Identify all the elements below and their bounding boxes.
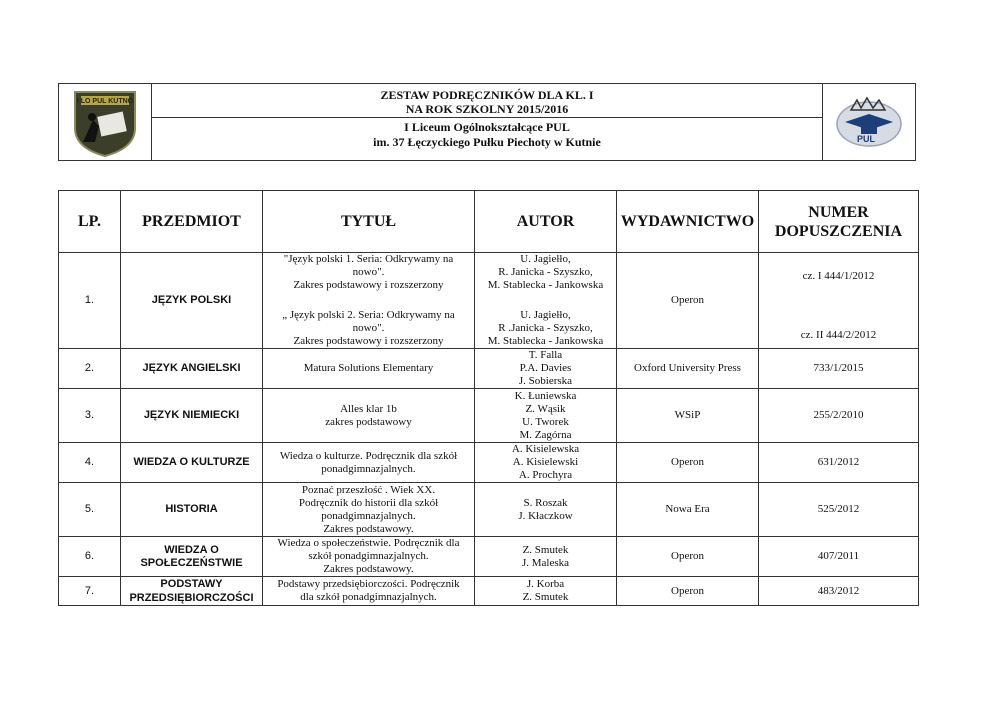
column-header-approval-number: NUMER DOPUSZCZENIA [759,191,919,253]
row-title: "Język polski 1. Seria: Odkrywamy na nowo". Zakres podstawowy i rozszerzony [263,253,475,301]
row-publisher: Oxford University Press [617,349,759,389]
table-row [59,537,919,577]
table-row [59,349,919,389]
table-header-row [59,191,919,253]
row-subject: JĘZYK ANGIELSKI [121,349,263,389]
row-author: J. Korba Z. Smutek [475,577,617,606]
row-lp: 5. [59,483,121,537]
row-author: U. Jagiełło, R. Janicka - Szyszko, M. Stablecka - Jankowska [475,253,617,301]
row-lp: 3. [59,389,121,443]
row-subject: WIEDZA O SPOŁECZEŃSTWIE [121,537,263,577]
row-title: Alles klar 1b zakres podstawowy [263,389,475,443]
table-row [59,577,919,606]
row-approval-number: cz. I 444/1/2012 [759,253,919,301]
row-title: Poznać przeszłość . Wiek XX. Podręcznik do historii dla szkół ponadgimnazjalnych. Zakres podstawowy. [263,483,475,537]
left-logo-text: I LO PUL KUTNO [76,98,134,105]
row-title: Wiedza o społeczeństwie. Podręcznik dla szkół ponadgimnazjalnych. Zakres podstawowy. [263,537,475,577]
row-title: Wiedza o kulturze. Podręcznik dla szkół ponadgimnazjalnych. [263,443,475,483]
header-title-line-1: ZESTAW PODRĘCZNIKÓW DLA KL. I [380,88,594,102]
row-subject: PODSTAWY PRZEDSIĘBIORCZOŚCI [121,577,263,606]
row-subject: WIEDZA O KULTURZE [121,443,263,483]
row-publisher: Nowa Era [617,483,759,537]
row-publisher: Operon [617,253,759,349]
row-title: Matura Solutions Elementary [263,349,475,389]
column-header-author: AUTOR [475,191,617,253]
row-lp: 7. [59,577,121,606]
row-subject: JĘZYK NIEMIECKI [121,389,263,443]
graduation-cap-icon [823,84,915,160]
row-publisher: Operon [617,577,759,606]
right-logo-text: PUL [857,134,875,144]
table-row [59,253,919,301]
row-author: A. Kisielewska A. Kisielewski A. Prochyra [475,443,617,483]
row-author: S. Roszak J. Kłaczkow [475,483,617,537]
document-header [58,83,916,161]
school-logo-left [59,84,152,160]
row-subject: JĘZYK POLSKI [121,253,263,349]
table-row [59,443,919,483]
row-subject: HISTORIA [121,483,263,537]
column-header-title: TYTUŁ [263,191,475,253]
row-lp: 1. [59,253,121,349]
column-header-subject: PRZEDMIOT [121,191,263,253]
row-approval-number: 483/2012 [759,577,919,606]
row-approval-number: 525/2012 [759,483,919,537]
row-approval-number: 407/2011 [759,537,919,577]
row-lp: 2. [59,349,121,389]
row-approval-number: cz. II 444/2/2012 [759,301,919,349]
row-approval-number: 631/2012 [759,443,919,483]
header-divider [151,117,823,118]
row-publisher: Operon [617,443,759,483]
column-header-publisher: WYDAWNICTWO [617,191,759,253]
header-title-line-2: NA ROK SZKOLNY 2015/2016 [405,102,569,116]
school-logo-right [822,84,915,160]
column-header-lp: LP. [59,191,121,253]
row-publisher: Operon [617,537,759,577]
textbook-table [58,190,919,606]
row-author: K. Łuniewska Z. Wąsik U. Tworek M. Zagórna [475,389,617,443]
row-author: U. Jagiełło, R .Janicka - Szyszko, M. Stablecka - Jankowska [475,301,617,349]
row-title: „ Język polski 2. Seria: Odkrywamy na nowo". Zakres podstawowy i rozszerzony [263,301,475,349]
table-row [59,389,919,443]
row-publisher: WSiP [617,389,759,443]
header-school-patron: im. 37 Łęczyckiego Pułku Piechoty w Kutnie [373,135,601,149]
row-lp: 6. [59,537,121,577]
row-approval-number: 733/1/2015 [759,349,919,389]
row-title: Podstawy przedsiębiorczości. Podręcznik dla szkół ponadgimnazjalnych. [263,577,475,606]
row-approval-number: 255/2/2010 [759,389,919,443]
row-author: Z. Smutek J. Maleska [475,537,617,577]
school-shield-icon [59,84,151,160]
header-school-name: I Liceum Ogólnokształcące PUL [404,120,570,134]
row-lp: 4. [59,443,121,483]
table-row [59,483,919,537]
row-author: T. Falla P.A. Davies J. Sobierska [475,349,617,389]
